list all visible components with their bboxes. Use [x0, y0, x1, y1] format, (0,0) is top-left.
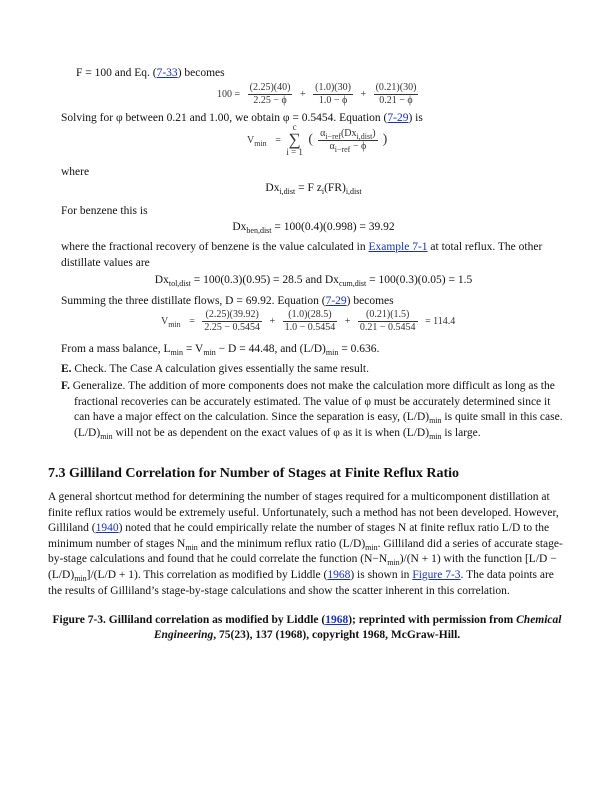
equation-other-distillates: $Dx_{tol,dist} = 100(0.3)(0.95) = 28.5$ and $Dx_{cum,dist} = 100(0.3)(0.05) = 1.5$ [154, 274, 473, 288]
step-f: F. Generalize. The addition of more components does not make the calculation more difficult as long as the fractional recoveries can be accurately estimated. The value of φ must be accurately determined since it can have a major effect on the calculation. Since the separation is easy, $(L/D)_{min}$ is quite small in this case. $(L/D)_{min}$ will not be as dependent on the exact values of φ as it is when $(L/D)_{min}$ is large. [61, 380, 563, 441]
gilliland-1940-link[interactable]: 1940 [95, 522, 119, 535]
eq-7-29-link[interactable]: 7-29 [387, 112, 409, 124]
mass-balance-line: From a mass balance, $L_{min} = V_{min} - D = 44.48$, and $(L/D)_{min} = 0.636$. [61, 343, 380, 357]
intro-line: F = 100 and Eq. (7-33) becomes [76, 67, 225, 79]
figure-caption: Figure 7-3. Gilliland correlation as modified by Liddle (1968); reprinted with permission from Chemical Engineering, 75(23), 137 (1968), copyright 1968, McGraw-Hill. [52, 614, 562, 641]
sum-symbol: c ∑ i = 1 [286, 122, 303, 157]
section-heading: 7.3 Gilliland Correlation for Number of Stages at Finite Reflux Ratio [48, 466, 460, 481]
fractional-recovery-para: where the fractional recovery of benzene is the value calculated in Example 7-1 at total reflux. The other distillate values are [61, 241, 543, 269]
summing-line: Summing the three distillate flows, D = 69.92. Equation (7-29) becomes [61, 295, 394, 307]
figure-7-3-link[interactable]: Figure 7-3 [412, 568, 461, 581]
equation-vmin-general: $V_{min} = c$ ∑ i = 1 ( $\frac{\alpha_{i-ref}(Dx_{i,dist})}{\alpha_{i-ref} - \phi}$ ) [247, 122, 388, 157]
gilliland-paragraph: A general shortcut method for determining the number of stages required for a multicomponent distillation at finite reflux ratios would be extremely useful. Unfortunately, such a method has not been developed. However, Gilliland (1940) noted that he could empirically relate the number of stages N at finite reflux ratio L/D to the minimum number of stages $N_{min}$ and the minimum reflux ratio $(L/D)_{min}$. Gilliland did a series of accurate stage-by-stage calculations and found that he could correlate the function $(N-N_{min})/(N + 1)$ with the function $[L/D - (L/D)_{min}]/(L/D + 1)$. This correlation as modified by Liddle (1968) is shown in Figure 7-3. The data points are the results of Gilliland’s stage-by-stage calculations and show the scatter inherent in this correlation. [48, 491, 563, 597]
example-7-1-link[interactable]: Example 7-1 [368, 241, 428, 253]
equation-dx-dist: $Dx_{i,dist} = F$ $z_i(FR)_{i,dist}$ [265, 182, 362, 196]
equation-1: 100 = $\frac{(2.25)(40)}{2.25 - \phi}$ + $\frac{(1.0)(30)}{1.0 - \phi}$ + $\frac{(0.21)(30)}{0.21 - \phi}$ [217, 82, 417, 106]
eq-7-29-link-2[interactable]: 7-29 [325, 295, 347, 307]
eq-7-33-link[interactable]: 7-33 [156, 67, 178, 79]
equation-vmin-numeric: $V_{min}$ = $\frac{(2.25)(39.92)}{2.25 - 0.5454}$ + $\frac{(1.0)(28.5)}{1.0 - 0.5454}$ + $\frac{(0.21)(1.5)}{0.21 - 0.5454}$ = 114.4 [161, 309, 456, 333]
benzene-line: For benzene this is [61, 205, 148, 217]
solving-line: Solving for φ between 0.21 and 1.00, we obtain φ = 0.5454. Equation (7-29) is [61, 112, 423, 124]
caption-liddle-1968-link[interactable]: 1968 [325, 614, 349, 626]
equation-benzene: $Dx_{ben,dist} = 100(0.4)(0.998) = 39.92$ [232, 221, 395, 235]
step-e: E. Check. The Case A calculation gives essentially the same result. [61, 363, 369, 375]
liddle-1968-link[interactable]: 1968 [327, 568, 351, 581]
where-label: where [61, 166, 90, 178]
